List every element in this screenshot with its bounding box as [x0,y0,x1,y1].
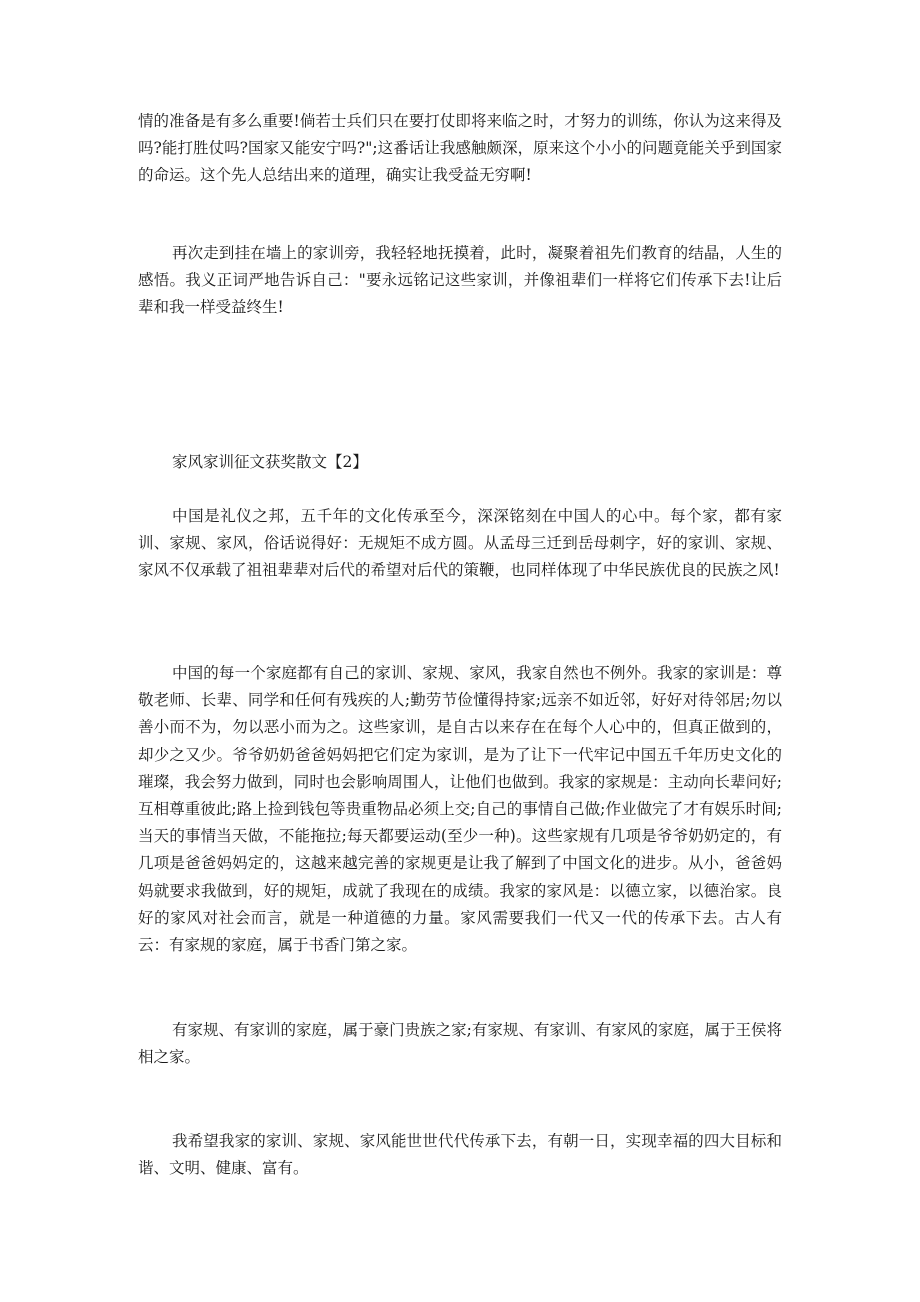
section-title: 家风家训征文获奖散文【2】 [172,453,368,471]
paragraph-noble-families: 有家规、有家训的家庭，属于豪门贵族之家;有家规、有家训、有家风的家庭，属于王侯将相之家。 [138,1021,782,1067]
paragraph-country-of-etiquette: 中国是礼仪之邦，五千年的文化传承至今，深深铭刻在中国人的心中。每个家，都有家训、家规、家风，俗话说得好：无规矩不成方圆。从孟母三迁到岳母刺字，好的家训、家规、家风不仅承载了祖祖辈辈对后代的希望对后代的策鞭，也同样体现了中华民族优良的民族之风! [138,507,782,580]
paragraph-my-family-rules: 中国的每一个家庭都有自己的家训、家规、家风，我家自然也不例外。我家的家训是：尊敬老师、长辈、同学和任何有残疾的人;勤劳节俭懂得持家;远亲不如近邻，好好对待邻居;勿以善小而不为，勿以恶小而为之。这些家训，是自古以来存在在每个人心中的，但真正做到的，却少之又少。爷爷奶奶爸爸妈妈把它们定为家训，是为了让下一代牢记中国五千年历史文化的璀璨，我会努力做到，同时也会影响周围人，让他们也做到。我家的家规是：主动向长辈问好;互相尊重彼此;路上捡到钱包等贵重物品必须上交;自己的事情自己做;作业做完了才有娱乐时间;当天的事情当天做，不能拖拉;每天都要运动(至少一种)。这些家规有几项是爷爷奶奶定的，有几项是爸爸妈妈定的，这越来越完善的家规更是让我了解到了中国文化的进步。从小，爸爸妈妈就要求我做到，好的规矩，成就了我现在的成绩。我家的家风是：以德立家，以德治家。良好的家风对社会而言，就是一种道德的力量。家风需要我们一代又一代的传承下去。古人有云：有家规的家庭，属于书香门第之家。 [138,664,782,955]
paragraph-hope: 我希望我家的家训、家规、家风能世世代代传承下去，有朝一日，实现幸福的四大目标和谐、文明、健康、富有。 [138,1132,782,1178]
paragraph-continuation: 情的准备是有多么重要!倘若士兵们只在要打仗即将来临之时，才努力的训练，你认为这来得及吗?能打胜仗吗?国家又能安宁吗?";这番话让我感触颇深，原来这个小小的问题竟能关乎到国家的命运。这个先人总结出来的道理，确实让我受益无穷啊! [138,112,782,185]
paragraph-family-motto-wall: 再次走到挂在墙上的家训旁，我轻轻地抚摸着，此时，凝聚着祖先们教育的结晶，人生的感悟。我义正词严地告诉自己："要永远铭记这些家训，并像祖辈们一样将它们传承下去!让后辈和我一样受益终生! [138,244,782,317]
